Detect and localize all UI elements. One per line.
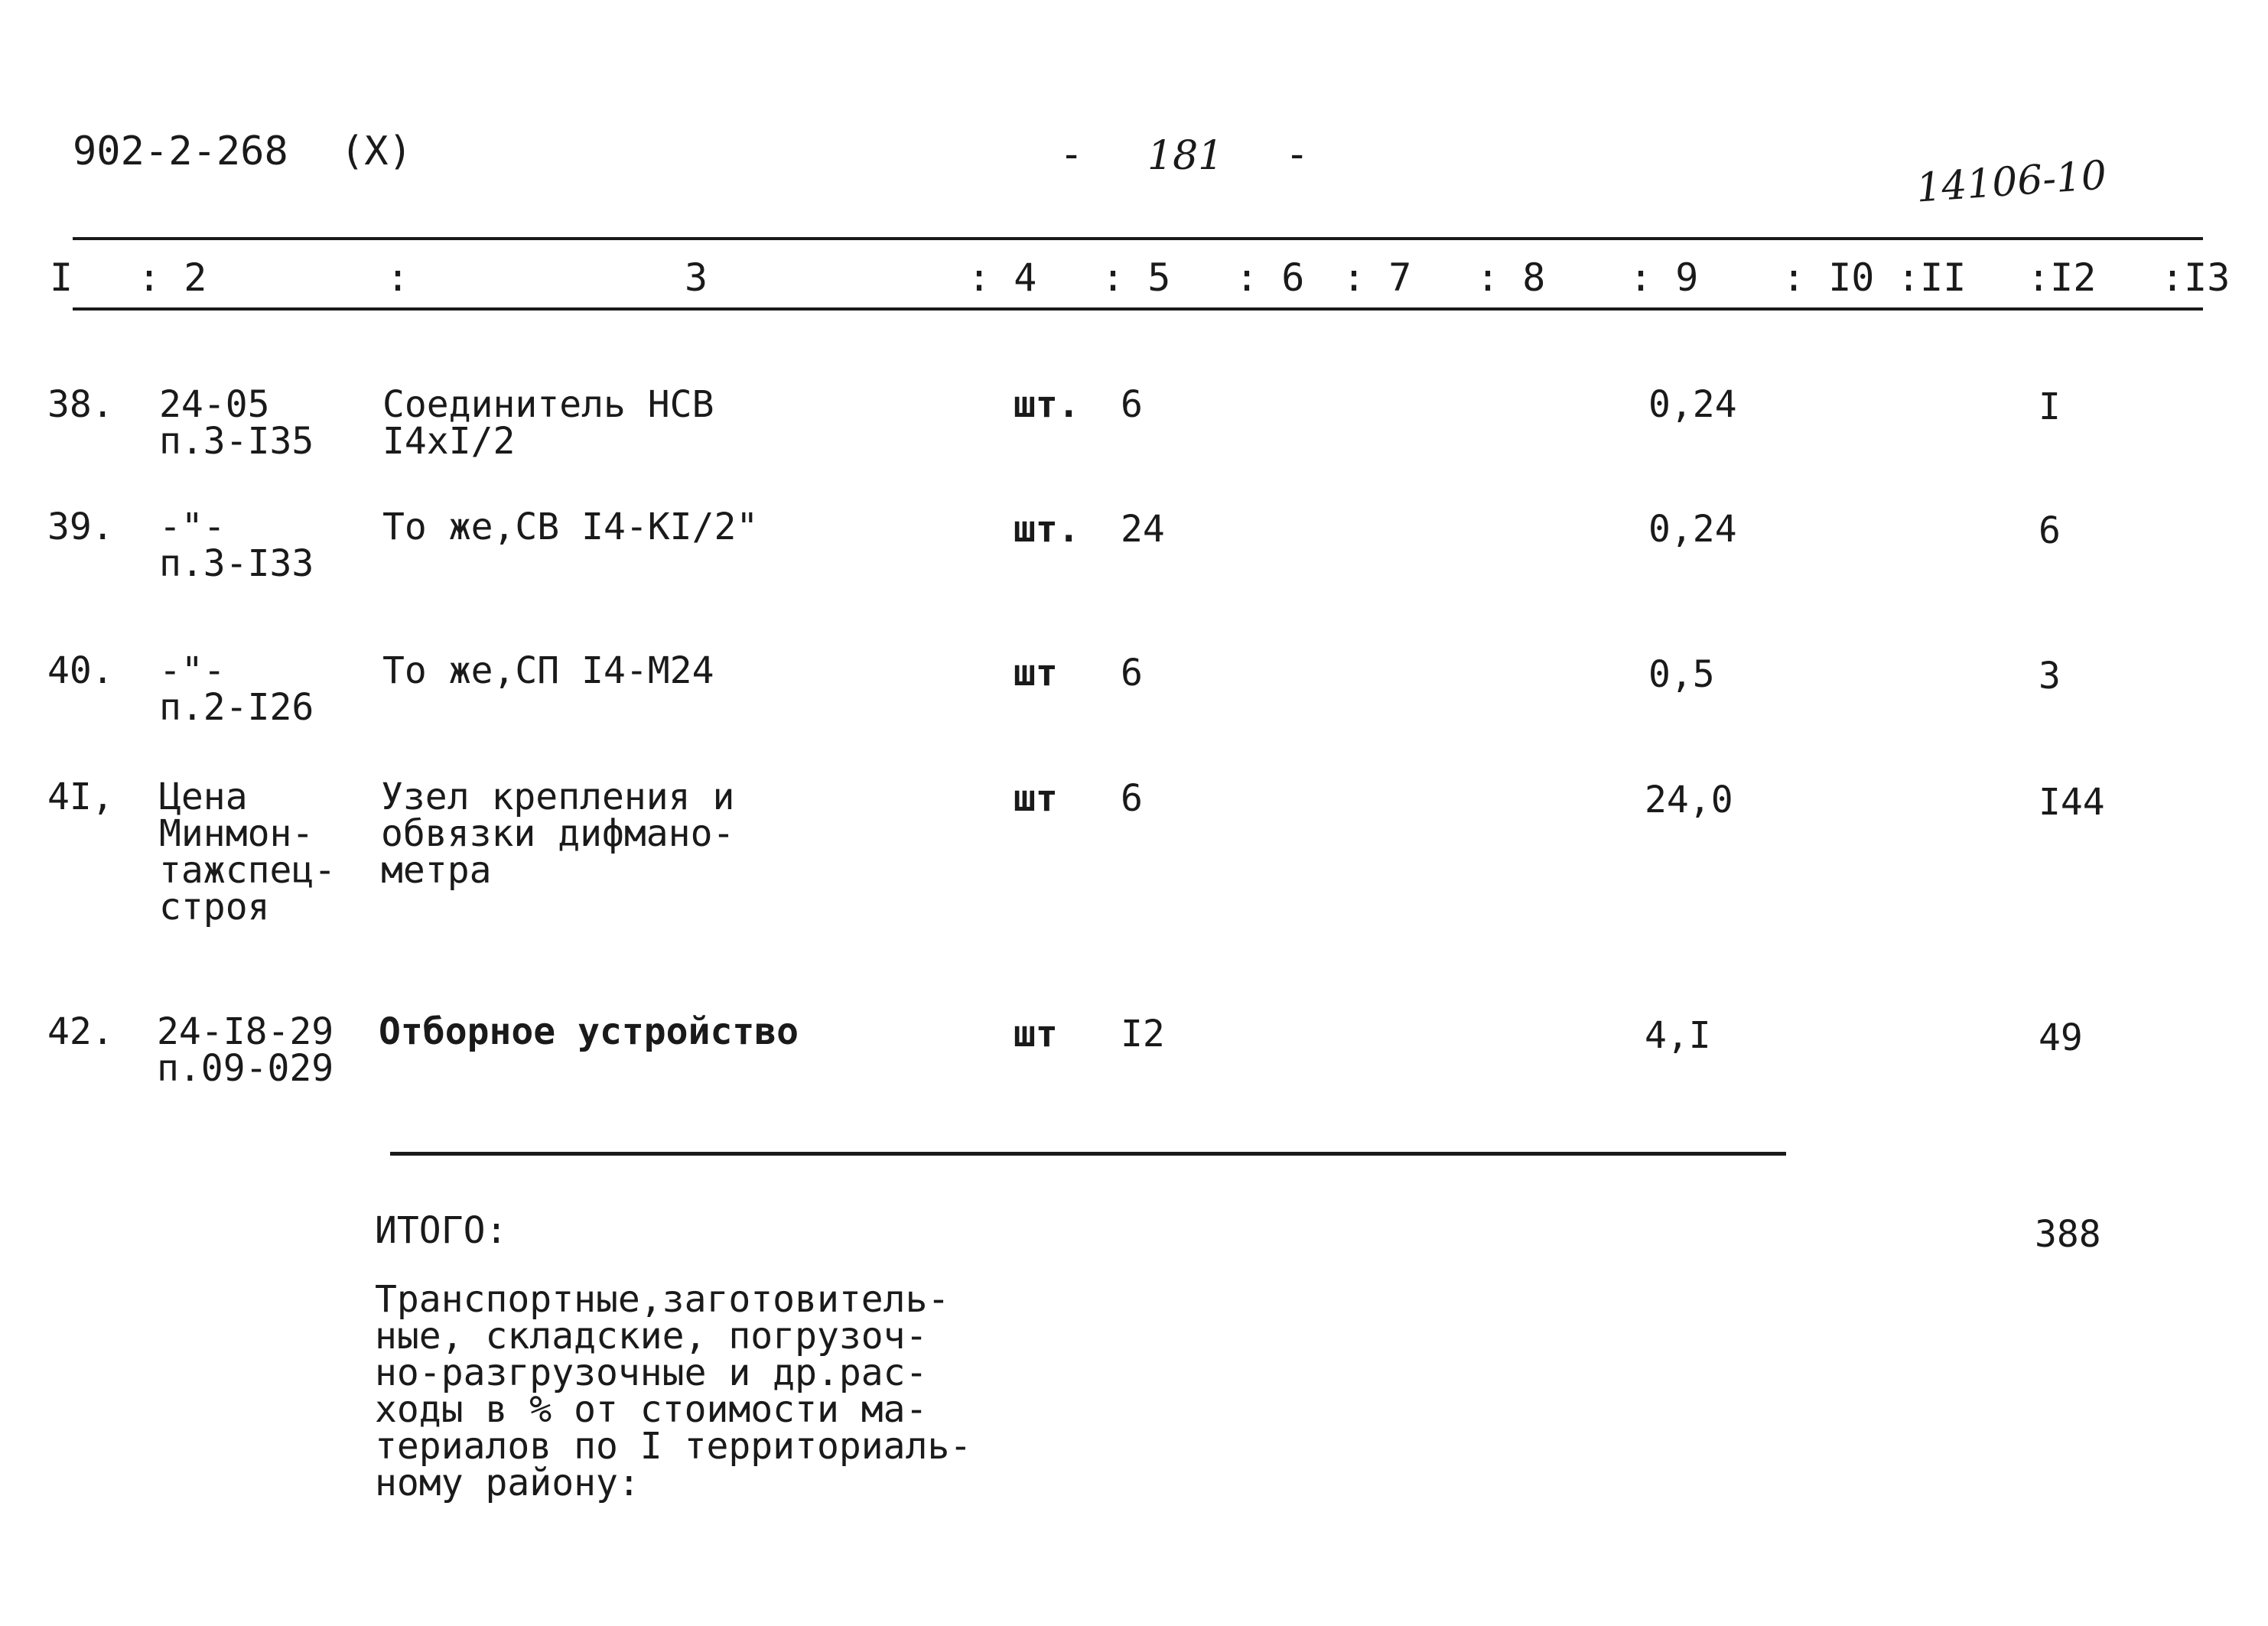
row-name: То же,СВ I4-КI/2" xyxy=(382,506,759,548)
document-code: 902-2-268 xyxy=(73,128,288,174)
row-code: Цена Минмон- тажспец- строя xyxy=(159,776,337,928)
row-unit-price: 0,24 xyxy=(1648,383,1737,426)
col-2-header: : 2 xyxy=(138,255,207,300)
row-number: 42. xyxy=(47,1010,114,1053)
row-unit: шт xyxy=(1014,652,1058,694)
col-7-header: : 7 xyxy=(1342,255,1412,300)
row-number: 39. xyxy=(47,506,114,548)
total-value: 388 xyxy=(2035,1213,2101,1256)
col-8-header: : 8 xyxy=(1476,255,1546,300)
row-unit: шт. xyxy=(1014,508,1080,551)
total-label: ИТОГО: xyxy=(375,1209,508,1252)
row-number: 4I, xyxy=(47,776,114,818)
col-10-header: : I0 xyxy=(1782,255,1875,300)
row-total: 49 xyxy=(2039,1016,2083,1059)
row-number: 40. xyxy=(47,649,114,692)
col-11-header: :II xyxy=(1897,255,1967,300)
row-code: -"- п.2-I26 xyxy=(159,649,314,729)
row-code: 24-05 п.3-I35 xyxy=(159,383,314,463)
row-total: I xyxy=(2039,385,2061,428)
row-total: 3 xyxy=(2039,655,2061,698)
row-total: I44 xyxy=(2039,781,2105,824)
row-quantity: 6 xyxy=(1121,777,1143,820)
col-13-header: :I3 xyxy=(2161,255,2231,300)
row-code: -"- п.3-I33 xyxy=(159,506,314,585)
col-4-header: : 4 xyxy=(968,255,1037,300)
row-total: 6 xyxy=(2039,509,2061,552)
row-code: 24-I8-29 п.09-029 xyxy=(157,1010,334,1090)
row-unit-price: 4,I xyxy=(1645,1014,1711,1057)
page-number: 181 xyxy=(1147,133,1224,179)
archive-stamp: 14106-10 xyxy=(1915,152,2108,212)
col-sep-header: : xyxy=(386,255,410,300)
row-name: Узел крепления и обвязки дифмано- метра xyxy=(381,776,735,892)
header-top-rule xyxy=(73,237,2203,240)
header-bottom-rule xyxy=(73,307,2203,311)
row-unit-price: 0,24 xyxy=(1648,508,1737,551)
transport-costs-note: Транспортные,заготовитель- ные, складские, погрузоч- но-разгрузочные и др.рас- ходы в % от стоимости ма- териалов по I территориаль- ному району: xyxy=(375,1278,972,1504)
row-unit-price: 0,5 xyxy=(1648,653,1715,696)
row-unit-price: 24,0 xyxy=(1645,779,1733,821)
col-5-header: : 5 xyxy=(1101,255,1171,300)
col-6-header: : 6 xyxy=(1235,255,1305,300)
row-name: Соединитель НСВ I4хI/2 xyxy=(382,383,714,463)
row-number: 38. xyxy=(47,383,114,426)
row-name: То же,СП I4-М24 xyxy=(382,649,714,692)
row-unit: шт xyxy=(1014,777,1058,820)
col-12-header: :I2 xyxy=(2027,255,2097,300)
row-unit: шт. xyxy=(1014,383,1080,426)
row-quantity: 6 xyxy=(1121,383,1143,426)
col-1-header: I xyxy=(50,255,73,300)
row-quantity: 6 xyxy=(1121,652,1143,694)
col-9-header: : 9 xyxy=(1629,255,1699,300)
page-dash-left: - xyxy=(1059,132,1084,177)
summary-rule xyxy=(390,1152,1786,1156)
row-unit: шт xyxy=(1014,1013,1058,1055)
col-3-header: 3 xyxy=(685,255,708,300)
section-marker: (X) xyxy=(340,128,412,174)
page-dash-right: - xyxy=(1285,132,1310,177)
row-quantity: 24 xyxy=(1121,508,1165,551)
row-quantity: I2 xyxy=(1121,1013,1165,1055)
row-name: Отборное устройство xyxy=(379,1010,799,1053)
